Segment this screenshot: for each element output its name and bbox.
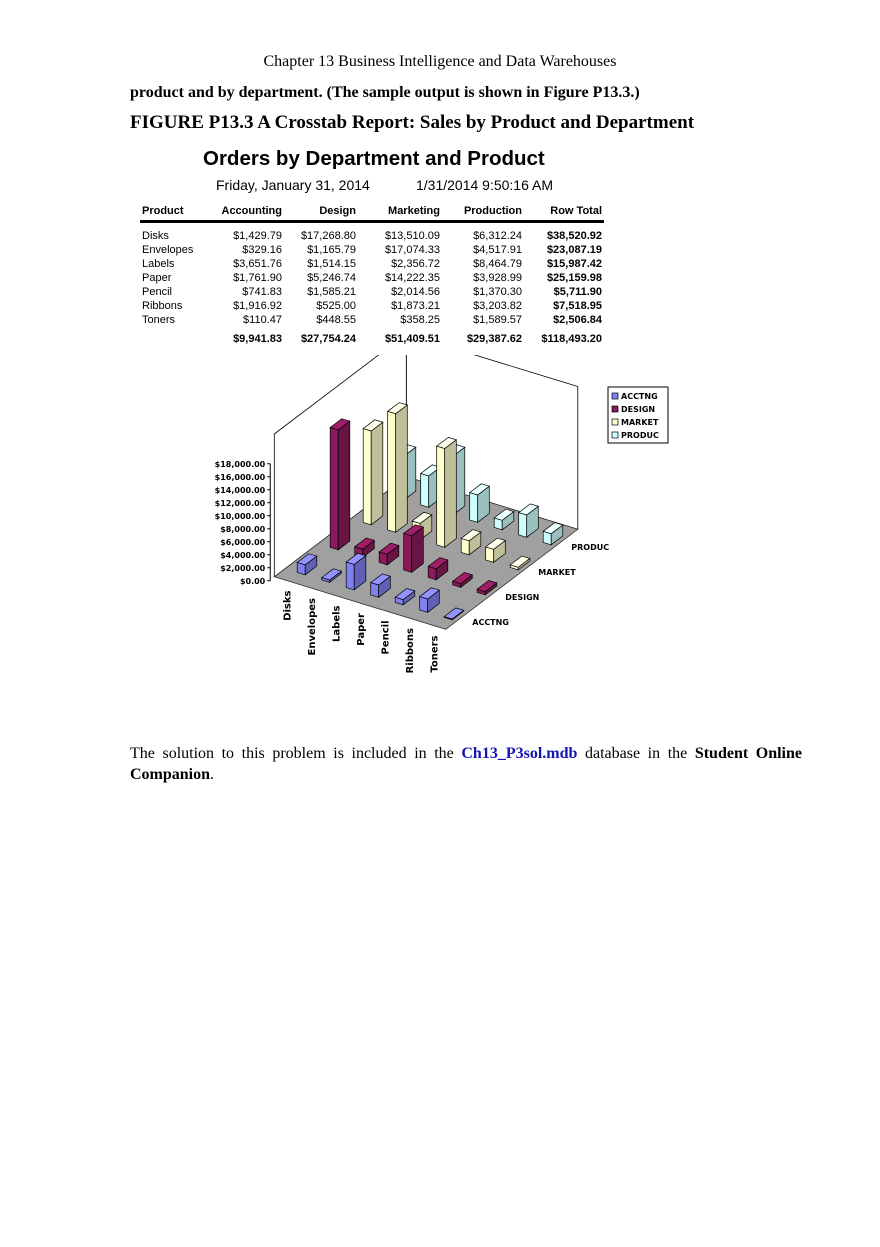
- database-name: Ch13_P3sol.mdb: [461, 745, 578, 762]
- y-tick-label: $0.00: [239, 576, 266, 586]
- legend-label: ACCTNG: [621, 392, 658, 401]
- series-axis-label: DESIGN: [505, 592, 540, 602]
- product-cell: Disks: [142, 230, 169, 242]
- value-cell: $3,928.99: [473, 272, 522, 284]
- category-label: Labels: [331, 605, 343, 642]
- bar-front-face: [404, 533, 412, 572]
- value-cell: $1,370.30: [473, 286, 522, 298]
- value-cell: $4,517.91: [473, 244, 522, 256]
- value-cell: $1,585.21: [307, 286, 356, 298]
- column-header: Marketing: [358, 205, 442, 222]
- column-header: Product: [140, 205, 206, 222]
- column-header: Production: [442, 205, 524, 222]
- figure-caption: FIGURE P13.3 A Crosstab Report: Sales by Product and Department: [130, 112, 695, 133]
- value-cell: $3,651.76: [233, 258, 282, 270]
- value-cell: $5,246.74: [307, 272, 356, 284]
- report-date: Friday, January 31, 2014: [216, 177, 370, 193]
- closing-prefix: The solution to this problem is included in the: [130, 745, 462, 762]
- bar-side-face: [371, 422, 383, 525]
- bar-front-face: [330, 428, 338, 550]
- category-label: Envelopes: [307, 598, 318, 656]
- y-tick-label: $6,000.00: [220, 537, 266, 547]
- legend-label: DESIGN: [621, 405, 656, 414]
- column-header: Row Total: [524, 205, 604, 222]
- row-total-cell: $15,987.42: [546, 258, 602, 270]
- bar-market-disks: [363, 420, 383, 525]
- legend-label: PRODUC: [621, 431, 659, 440]
- value-cell: $110.47: [243, 314, 282, 326]
- bar-front-face: [421, 474, 429, 508]
- value-cell: $14,222.35: [384, 272, 440, 284]
- closing-middle: database in the: [577, 745, 695, 762]
- value-cell: $3,203.82: [473, 300, 522, 312]
- y-tick-label: $4,000.00: [220, 550, 266, 560]
- value-cell: $6,312.24: [473, 230, 522, 242]
- y-tick-label: $12,000.00: [214, 498, 266, 508]
- value-cell: $17,268.80: [300, 230, 356, 242]
- value-cell: $17,074.33: [384, 244, 440, 256]
- value-cell: $1,916.92: [233, 300, 282, 312]
- row-total-cell: $38,520.92: [546, 230, 602, 242]
- bar-side-face: [396, 405, 408, 532]
- companion-name: Student Online Companion: [130, 745, 803, 783]
- closing-suffix: .: [210, 766, 215, 783]
- report-timestamp: 1/31/2014 9:50:16 AM: [416, 177, 553, 193]
- row-total-cell: $2,506.84: [553, 314, 602, 326]
- value-cell: $1,589.57: [473, 314, 522, 326]
- bar-front-face: [470, 493, 478, 523]
- table-row: [140, 299, 604, 313]
- legend-swatch: [612, 432, 618, 438]
- column-total-cell: $27,754.24: [300, 333, 356, 345]
- value-cell: $2,356.72: [391, 258, 440, 270]
- 3d-bar-chart: [210, 355, 670, 675]
- product-cell: Paper: [142, 272, 172, 284]
- product-cell: Toners: [142, 314, 176, 326]
- series-axis-label: PRODUC: [571, 542, 610, 552]
- value-cell: $448.55: [316, 314, 356, 326]
- value-cell: $1,429.79: [233, 230, 282, 242]
- value-cell: $13,510.09: [384, 230, 440, 242]
- closing-paragraph: [130, 743, 802, 785]
- totals-label-cell: [140, 327, 206, 346]
- column-total-cell: $29,387.62: [466, 333, 522, 345]
- value-cell: $1,165.79: [307, 244, 356, 256]
- y-tick-label: $10,000.00: [214, 511, 266, 521]
- bar-design-disks: [330, 419, 350, 550]
- bar-market-envelopes: [388, 403, 408, 533]
- y-tick-label: $18,000.00: [214, 459, 266, 469]
- grand-total-cell: $118,493.20: [541, 333, 602, 345]
- crosstab-table: [140, 205, 604, 346]
- bar-front-face: [346, 562, 354, 590]
- row-total-cell: $23,087.19: [546, 244, 602, 256]
- value-cell: $525.00: [316, 300, 356, 312]
- y-tick-label: $14,000.00: [214, 485, 266, 495]
- legend-swatch: [612, 419, 618, 425]
- column-header: Design: [284, 205, 358, 222]
- product-cell: Envelopes: [142, 244, 194, 256]
- legend-label: MARKET: [621, 418, 659, 427]
- value-cell: $2,014.56: [391, 286, 440, 298]
- column-total-cell: $51,409.51: [384, 333, 440, 345]
- series-axis-label: MARKET: [538, 567, 576, 577]
- row-total-cell: $25,159.98: [546, 272, 602, 284]
- row-total-cell: $7,518.95: [553, 300, 602, 312]
- bar-side-face: [338, 421, 350, 550]
- legend-swatch: [612, 406, 618, 412]
- value-cell: $741.83: [242, 286, 282, 298]
- bar-side-face: [445, 440, 457, 548]
- series-axis-label: ACCTNG: [472, 617, 509, 627]
- y-tick-label: $16,000.00: [214, 472, 266, 482]
- report-title: Orders by Department and Product: [203, 147, 545, 170]
- value-cell: $1,761.90: [233, 272, 282, 284]
- value-cell: $1,514.15: [307, 258, 356, 270]
- bar-front-face: [363, 429, 371, 525]
- category-label: Ribbons: [405, 628, 416, 674]
- value-cell: $1,873.21: [391, 300, 440, 312]
- bar-front-face: [461, 538, 469, 554]
- column-total-cell: $9,941.83: [233, 333, 282, 345]
- product-cell: Pencil: [142, 286, 172, 298]
- y-tick-label: $8,000.00: [220, 524, 266, 534]
- table-row: [140, 313, 604, 327]
- bar-front-face: [437, 446, 445, 547]
- page-header: Chapter 13 Business Intelligence and Data Warehouses: [263, 53, 617, 70]
- value-cell: $329.16: [242, 244, 282, 256]
- category-label: Disks: [282, 590, 294, 621]
- bar-design-paper: [404, 525, 424, 573]
- legend-swatch: [612, 393, 618, 399]
- column-header: Accounting: [206, 205, 284, 222]
- table-header-row: [140, 205, 604, 222]
- category-label: Pencil: [380, 620, 392, 655]
- table-row: [140, 271, 604, 285]
- y-tick-label: $2,000.00: [220, 563, 266, 573]
- totals-row: [140, 327, 604, 346]
- row-total-cell: $5,711.90: [553, 286, 602, 298]
- bar-front-face: [519, 513, 527, 538]
- bar-market-paper: [437, 437, 457, 547]
- product-cell: Ribbons: [142, 300, 183, 312]
- table-row: [140, 243, 604, 257]
- table-row: [140, 285, 604, 299]
- value-cell: $358.25: [400, 314, 440, 326]
- table-row: [140, 222, 604, 244]
- lead-text: product and by department. (The sample output is shown in Figure P13.3.): [130, 84, 640, 101]
- table-row: [140, 257, 604, 271]
- bar-front-face: [388, 411, 396, 532]
- category-label: Paper: [356, 613, 367, 646]
- category-label: Toners: [429, 635, 441, 673]
- product-cell: Labels: [142, 258, 175, 270]
- value-cell: $8,464.79: [473, 258, 522, 270]
